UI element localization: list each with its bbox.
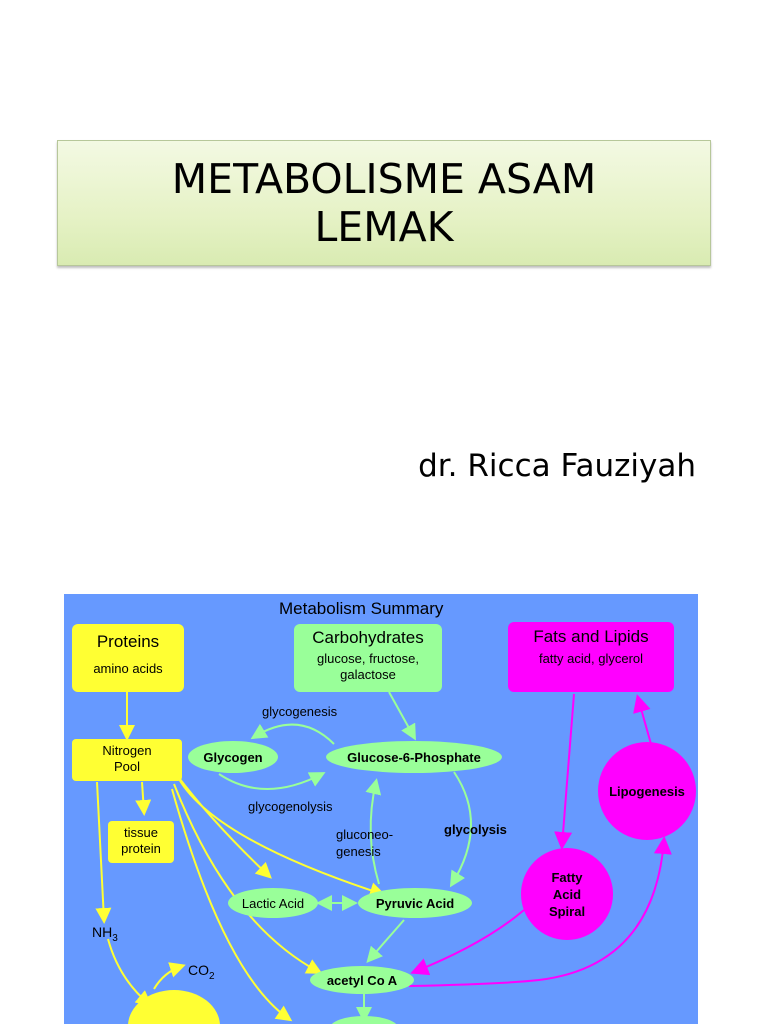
tissue-protein-box [108, 821, 174, 863]
proteins-heading: Proteins [96, 632, 160, 651]
fats-sub: fatty acid, glycerol [538, 651, 644, 666]
slide-title: METABOLISME ASAM LEMAK [171, 155, 597, 251]
arrow-glycogenolysis [219, 774, 322, 789]
arrow-spiral-to-acetyl [414, 910, 524, 972]
krebs-cycle-oval [330, 1016, 398, 1024]
arrow-pool-to-lactic [176, 774, 269, 876]
carbohydrates-box [294, 624, 442, 692]
arrow-nh3-to-urea [108, 939, 149, 1004]
co2-text: CO [188, 962, 209, 978]
glucose-6-phosphate-label: Glucose-6-Phosphate [347, 749, 481, 765]
arrow-pool-to-tissue [142, 782, 144, 812]
acetyl-coa-oval [310, 966, 414, 994]
carbohydrates-heading: Carbohydrates [312, 628, 424, 647]
pyruvic-acid-label: Pyruvic Acid [375, 895, 455, 911]
nitrogen-pool-box [72, 739, 182, 781]
nh3-label [92, 924, 118, 944]
proteins-box [72, 624, 184, 692]
arrow-fats-to-spiral [562, 694, 574, 846]
fats-heading: Fats and Lipids [533, 627, 649, 646]
co2-subscript: 2 [209, 970, 215, 982]
arrow-carbs-to-g6p [389, 692, 414, 737]
metabolism-diagram [64, 594, 698, 1024]
arrow-pyruvic-to-acetyl [369, 920, 404, 960]
glycogen-label: Glycogen [203, 749, 263, 765]
fatty-acid-spiral-circle [521, 848, 613, 940]
tissue-protein-label: tissue protein [121, 825, 161, 856]
glycolysis-label: glycolysis [444, 822, 507, 837]
glycogen-oval [188, 741, 278, 773]
diagram-title: Metabolism Summary [279, 599, 444, 618]
carbohydrates-sub: glucose, fructose, galactose [317, 651, 419, 682]
lactic-acid-label: Lactic Acid [241, 895, 305, 911]
co2-label [188, 962, 215, 982]
proteins-sub: amino acids [93, 661, 163, 676]
glycogenesis-label: glycogenesis [262, 704, 338, 719]
arrow-to-co2 [154, 966, 182, 989]
lactic-acid-oval [228, 888, 318, 918]
arrow-glycogenesis [254, 725, 334, 744]
urea-cycle-circle [128, 990, 220, 1024]
lipogenesis-circle [598, 742, 696, 840]
nitrogen-pool-label: Nitrogen Pool [102, 743, 152, 774]
lipogenesis-label: Lipogenesis [609, 783, 685, 799]
acetyl-coa-label: acetyl Co A [326, 972, 398, 988]
title-placeholder[interactable] [57, 140, 711, 266]
slide-author: dr. Ricca Fauziyah [418, 448, 696, 484]
arrow-pool-to-nh3 [97, 782, 104, 920]
glycogenolysis-label: glycogenolysis [248, 799, 333, 814]
nh3-text: NH [92, 924, 113, 940]
gluconeogenesis-label: gluconeo-genesis [336, 827, 394, 859]
glucose-6-phosphate-oval [326, 741, 502, 773]
arrow-lipogenesis-to-fats [638, 698, 651, 744]
fatty-acid-spiral-label: Fatty Acid Spiral [548, 869, 586, 919]
nh3-subscript: 3 [112, 932, 118, 944]
pyruvic-acid-oval [358, 888, 472, 918]
fats-lipids-box [508, 622, 674, 692]
